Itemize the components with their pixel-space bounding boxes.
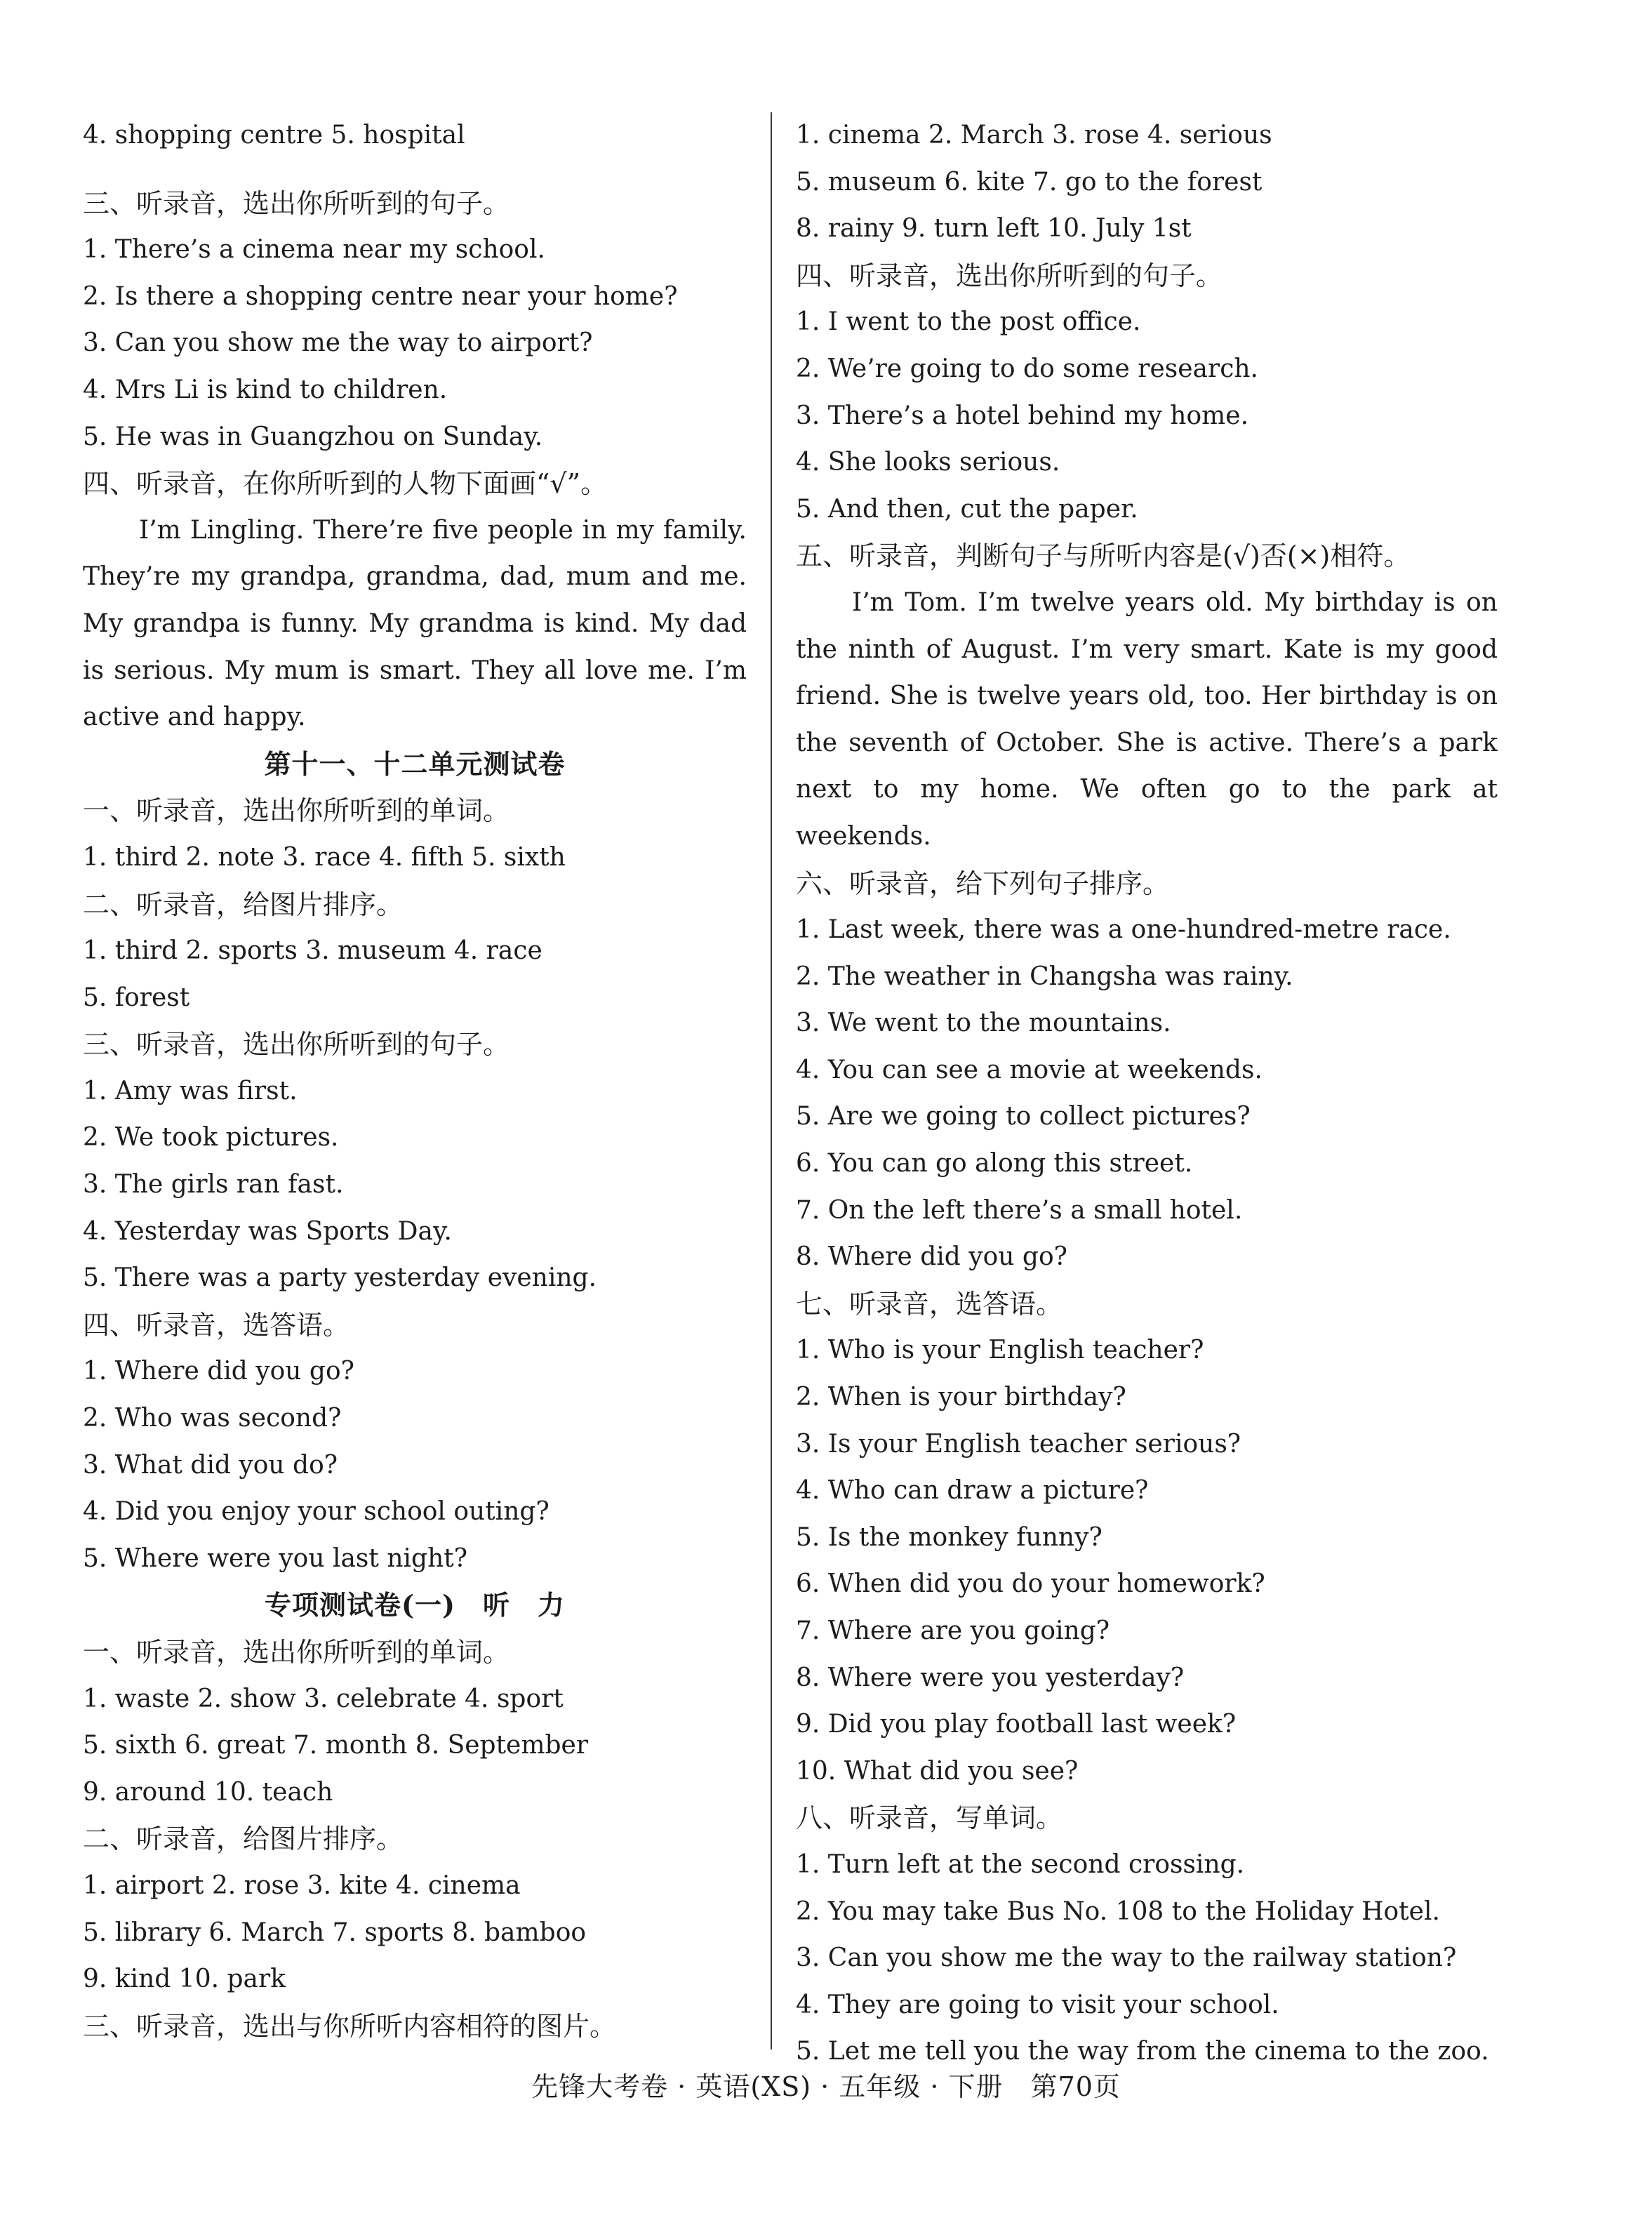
answer-line: 10. What did you see?: [796, 1756, 1079, 1786]
section-heading: 二、听录音，给图片排序。: [83, 889, 404, 920]
section-heading: 一、听录音，选出你所听到的单词。: [83, 1637, 510, 1668]
listening-passage: I’m Lingling. There’re five people in my family. They’re my grandpa, grandma, dad, mum and me. My grandpa is funny. My grandma is kind. My dad is serious. My mum is smart. They all love me. I’m active and happy.: [83, 515, 747, 732]
section-heading: 一、听录音，选出你所听到的单词。: [83, 795, 510, 827]
answer-line: 1. I went to the post office.: [796, 307, 1141, 337]
answer-line: 2. When is your birthday?: [796, 1383, 1126, 1412]
section-heading: 七、听录音，选答语。: [796, 1288, 1063, 1320]
answer-items-line: 1. third 2. note 3. race 4. fifth 5. sixth: [83, 842, 566, 872]
answer-line: 8. Where did you go?: [796, 1242, 1067, 1272]
answer-line: 5. Where were you last night?: [83, 1543, 468, 1573]
answer-items-line: 8. rainy 9. turn left 10. July 1st: [796, 214, 1192, 244]
answer-items-line: 1. airport 2. rose 3. kite 4. cinema: [83, 1871, 521, 1900]
answer-line: 3. Can you show me the way to the railway station?: [796, 1944, 1457, 1973]
answer-line: 4. She looks serious.: [796, 448, 1060, 477]
answer-items-line: 9. kind 10. park: [83, 1965, 286, 1994]
answer-items-line: 1. cinema 2. March 3. rose 4. serious: [796, 121, 1272, 150]
answer-line: 4. Did you enjoy your school outing?: [83, 1497, 549, 1527]
answer-line: 4. Yesterday was Sports Day.: [83, 1216, 452, 1246]
answer-items-line: 5. museum 6. kite 7. go to the forest: [796, 167, 1263, 197]
page-footer: 先锋大考卷 · 英语(XS) · 五年级 · 下册 第70页: [531, 2071, 1121, 2102]
answer-line: 8. Where were you yesterday?: [796, 1663, 1185, 1692]
answer-items-line: 4. shopping centre 5. hospital: [83, 121, 465, 150]
section-heading: 三、听录音，选出与你所听内容相符的图片。: [83, 2010, 617, 2042]
answer-line: 1. Who is your English teacher?: [796, 1336, 1204, 1365]
answer-items-line: 1. waste 2. show 3. celebrate 4. sport: [83, 1684, 564, 1713]
answer-line: 2. We took pictures.: [83, 1123, 339, 1152]
column-divider: [771, 112, 772, 2050]
section-heading: 三、听录音，选出你所听到的句子。: [83, 1029, 510, 1061]
answer-line: 1. Last week, there was a one-hundred-metre race.: [796, 915, 1451, 945]
answer-line: 5. He was in Guangzhou on Sunday.: [83, 422, 543, 451]
answer-line: 4. Who can draw a picture?: [796, 1476, 1149, 1506]
left-column: [83, 112, 747, 2050]
answer-line: 2. The weather in Changsha was rainy.: [796, 962, 1293, 991]
answer-items-line: 5. sixth 6. great 7. month 8. September: [83, 1731, 589, 1760]
answer-line: 5. Let me tell you the way from the cinema to the zoo.: [796, 2037, 1489, 2066]
answer-line: 9. Did you play football last week?: [796, 1710, 1237, 1739]
answer-line: 1. Turn left at the second crossing.: [796, 1849, 1245, 1879]
section-heading: 四、听录音，在你所听到的人物下面画“√”。: [83, 468, 608, 500]
section-heading: 八、听录音，写单词。: [796, 1802, 1063, 1834]
section-heading: 四、听录音，选答语。: [83, 1309, 350, 1341]
answer-line: 2. You may take Bus No. 108 to the Holiday Hotel.: [796, 1896, 1440, 1926]
section-heading: 三、听录音，选出你所听到的句子。: [83, 187, 510, 219]
special-test-title: 专项测试卷(一) 听 力: [265, 1589, 565, 1621]
answer-line: 4. They are going to visit your school.: [796, 1990, 1279, 2019]
section-heading: 二、听录音，给图片排序。: [83, 1824, 404, 1855]
answer-line: 5. Are we going to collect pictures?: [796, 1102, 1251, 1131]
answer-items-line: 9. around 10. teach: [83, 1777, 333, 1807]
answer-line: 5. And then, cut the paper.: [796, 494, 1138, 524]
answer-line: 5. There was a party yesterday evening.: [83, 1263, 597, 1293]
answer-line: 7. On the left there’s a small hotel.: [796, 1195, 1243, 1225]
answer-items-line: 5. forest: [83, 983, 190, 1012]
answer-line: 4. Mrs Li is kind to children.: [83, 375, 448, 404]
answer-items-line: 5. library 6. March 7. sports 8. bamboo: [83, 1918, 587, 1947]
right-column: [796, 112, 1498, 2075]
answer-line: 2. We’re going to do some research.: [796, 354, 1259, 383]
answer-line: 2. Who was second?: [83, 1404, 342, 1433]
answer-line: 2. Is there a shopping centre near your home?: [83, 281, 678, 311]
section-heading: 六、听录音，给下列句子排序。: [796, 868, 1170, 899]
answer-line: 3. The girls ran fast.: [83, 1170, 344, 1200]
answer-line: 4. You can see a movie at weekends.: [796, 1055, 1263, 1084]
answer-line: 1. There’s a cinema near my school.: [83, 235, 545, 265]
answer-line: 1. Where did you go?: [83, 1357, 354, 1386]
answer-line: 3. Is your English teacher serious?: [796, 1429, 1241, 1459]
spacer: [83, 159, 747, 180]
answer-line: 3. What did you do?: [83, 1450, 338, 1480]
answer-line: 3. There’s a hotel behind my home.: [796, 401, 1249, 430]
answer-line: 6. You can go along this street.: [796, 1149, 1193, 1178]
answer-line: 5. Is the monkey funny?: [796, 1522, 1103, 1552]
answer-line: 1. Amy was first.: [83, 1076, 298, 1105]
unit-test-title: 第十一、十二单元测试卷: [264, 748, 566, 780]
answer-line: 3. We went to the mountains.: [796, 1009, 1171, 1038]
listening-passage: I’m Tom. I’m twelve years old. My birthday is on the ninth of August. I’m very smart. Kate is my good friend. She is twelve years old, too. Her birthday is on the seventh of October. She is active. There’s a park next to my home. We often go to the park at weekends.: [796, 587, 1498, 851]
answer-items-line: 1. third 2. sports 3. museum 4. race: [83, 936, 542, 966]
section-heading: 五、听录音，判断句子与所听内容是(√)否(×)相符。: [796, 540, 1411, 572]
answer-line: 3. Can you show me the way to airport?: [83, 328, 593, 358]
section-heading: 四、听录音，选出你所听到的句子。: [796, 260, 1223, 291]
answer-line: 6. When did you do your homework?: [796, 1569, 1265, 1599]
answer-line: 7. Where are you going?: [796, 1616, 1110, 1645]
